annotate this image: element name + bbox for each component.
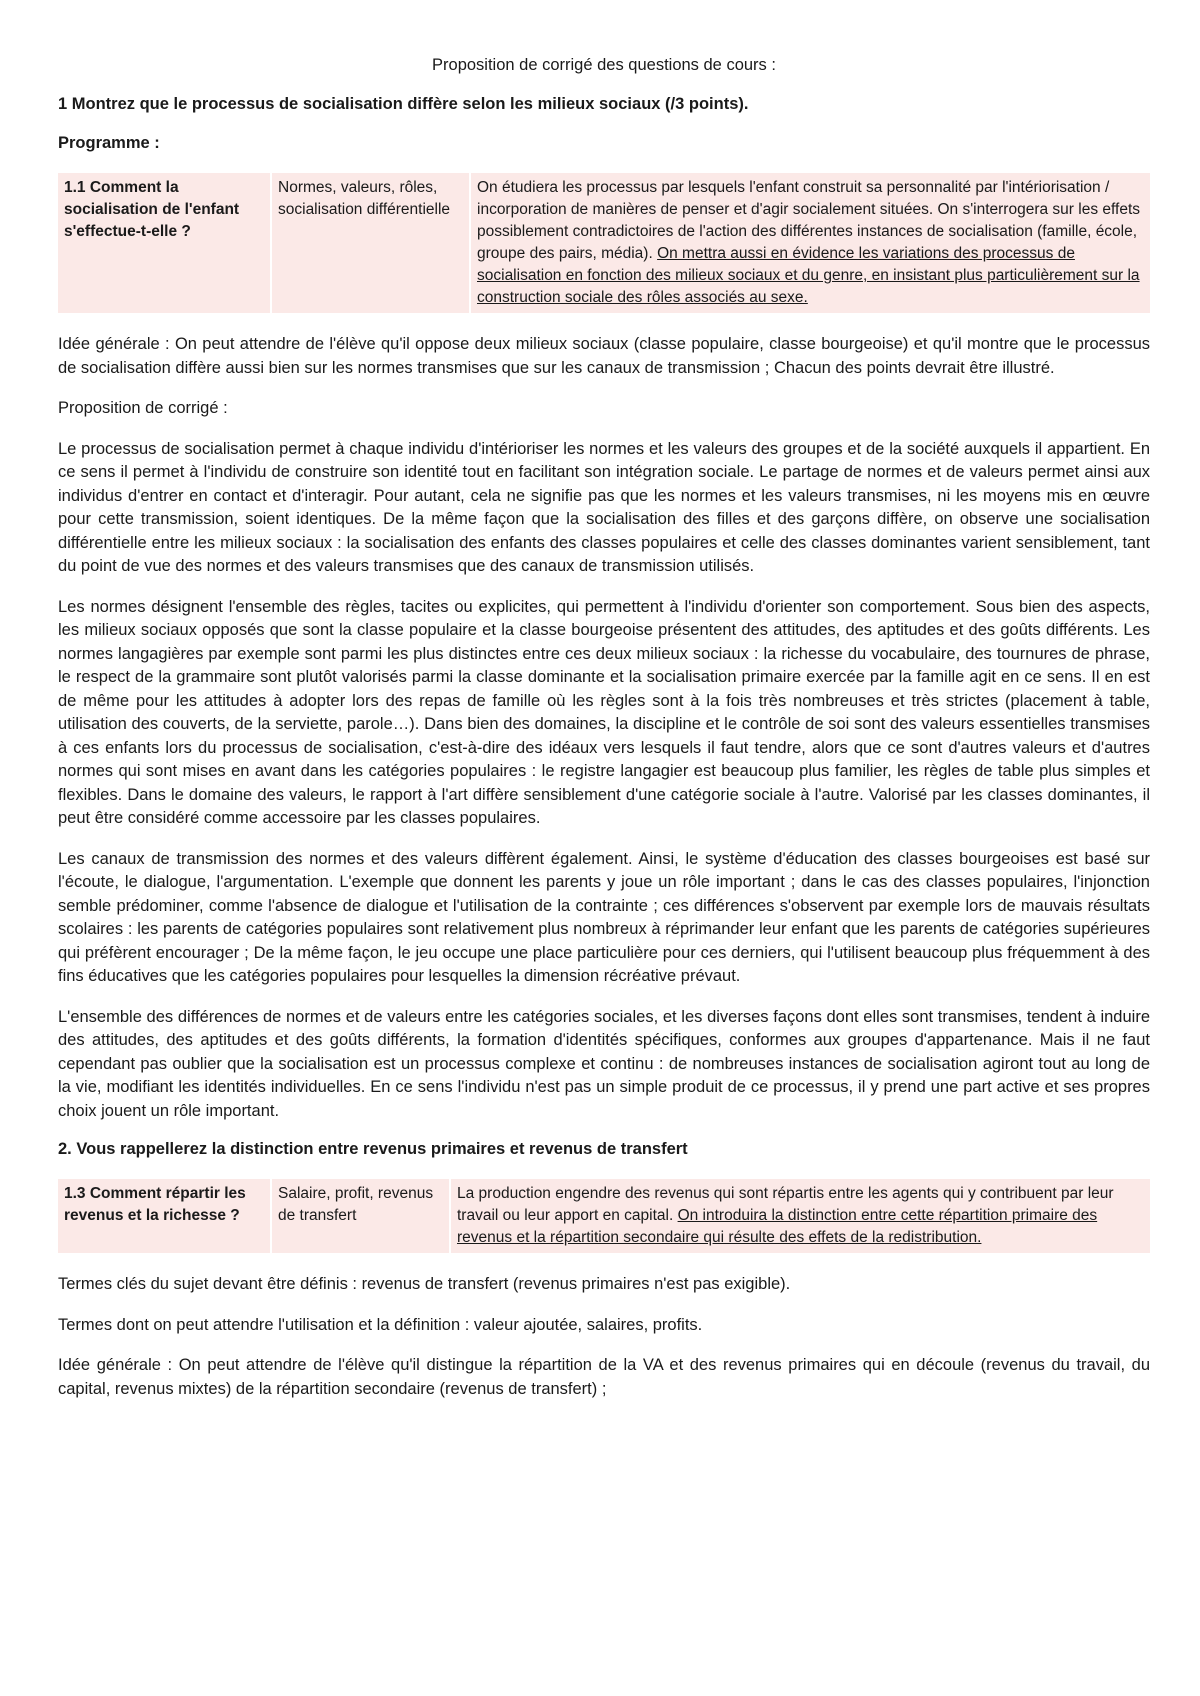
question-2-heading: 2. Vous rappellerez la distinction entre revenus primaires et revenus de transfert <box>58 1140 688 1158</box>
corrige-paragraph: Le processus de socialisation permet à chaque individu d'intérioriser les normes et les valeurs des groupes et de la société auxquels il appartient. En ce sens il permet à l'individu de construire son identité tout en facilitant son intégration sociale. Le partage de normes et de valeurs permet ainsi aux individus d'entrer en contact et d'interagir. Pour autant, cela ne signifie pas que les normes et les valeurs transmises, ni les moyens mis en œuvre pour cette transmission, soient identiques. De la même façon que la socialisation des filles et des garçons diffère, on observe une socialisation différentielle entre les milieux sociaux : la socialisation des enfants des classes populaires et celle des classes dominantes varient sensiblement, tant du point de vue des normes et des valeurs transmises que des canaux de transmission utilisés. <box>58 439 1150 575</box>
programme-table-1 <box>58 173 1150 313</box>
corrige-label: Proposition de corrigé : <box>58 399 228 417</box>
indications-cell <box>470 173 1150 313</box>
idee-generale-1: Idée générale : On peut attendre de l'élève qu'il oppose deux milieux sociaux (classe populaire, classe bourgeoise) et qu'il montre que le processus de socialisation diffère aussi bien sur les normes transmises que sur les canaux de transmission ; Chacun des points devrait être illustré. <box>58 335 1150 377</box>
corrige-paragraph: L'ensemble des différences de normes et de valeurs entre les catégories sociales, et les diverses façons dont elles sont transmises, tendent à induire des attitudes, des aptitudes et des goûts différents, la formation d'identités spécifiques, conformes aux groupes d'appartenance. Mais il ne faut cependant pas oublier que la socialisation est un processus complexe et continu : de nombreuses instances de socialisation agiront tout au long de la vie, modifiant les identités individuelles. En ce sens l'individu n'est pas un simple produit de ce processus, il y prend une part active et ses propres choix jouent un rôle important. <box>58 1007 1150 1120</box>
programme-table-2 <box>58 1179 1150 1253</box>
programme-label: Programme : <box>58 134 160 152</box>
document-title: Proposition de corrigé des questions de cours : <box>432 56 776 74</box>
termes-attendus: Termes dont on peut attendre l'utilisation et la définition : valeur ajoutée, salaires, profits. <box>58 1315 703 1334</box>
theme-cell: 1.3 Comment répartir les revenus et la richesse ? <box>58 1179 271 1253</box>
table-row <box>58 173 1150 313</box>
termes-cles: Termes clés du sujet devant être définis : revenus de transfert (revenus primaires n'est pas exigible). <box>58 1275 791 1293</box>
indications-cell <box>450 1179 1150 1253</box>
indications-underlined-text: On introduira la distinction entre cette répartition primaire des revenus et la répartition secondaire qui résulte des effets de la redistribution. <box>457 1207 1098 1246</box>
indications-text: La production engendre des revenus qui sont répartis entre les agents qui y contribuent par leur travail ou leur apport en capital. <box>457 1185 1114 1224</box>
corrige-paragraph: Les canaux de transmission des normes et des valeurs diffèrent également. Ainsi, le système d'éducation des classes bourgeoises est basé sur l'écoute, le dialogue, l'argumentation. L'exemple que donnent les parents y joue un rôle important ; dans le cas des classes populaires, l'injonction semble prédominer, comme l'absence de dialogue et l'utilisation de la contrainte ; ces différences s'observent par exemple lors de mauvais résultats scolaires : les parents de catégories populaires sont relativement plus nombreux à réprimander leur enfant que les parents de catégories supérieures qui préfèrent encourager ; De la même façon, le jeu occupe une place particulière pour ces derniers, qui l'utilisent beaucoup plus fréquemment à des fins éducatives que les catégories populaires pour lesquelles la dimension récréative prévaut. <box>58 849 1150 985</box>
question-1-heading: 1 Montrez que le processus de socialisation diffère selon les milieux sociaux (/3 points). <box>58 95 749 113</box>
corrige-paragraph: Les normes désignent l'ensemble des règles, tacites ou explicites, qui permettent à l'individu d'orienter son comportement. Sous bien des aspects, les milieux sociaux opposés que sont la classe populaire et la classe bourgeoise présentent des attitudes, des aptitudes et des goûts différents. Les normes langagières par exemple sont parmi les plus distinctes entre ces deux milieux sociaux : la richesse du vocabulaire, des tournures de phrase, le respect de la grammaire sont plutôt valorisés parmi la classe dominante et la socialisation primaire exercée par la famille agit en ce sens. Il en est de même pour les attitudes à adopter lors des repas de famille où les règles sont à la fois très nombreuses et très strictes (placement à table, utilisation des couverts, de la serviette, parole…). Dans bien des domaines, la discipline et le contrôle de soi sont des valeurs essentielles transmises à ces enfants lors du processus de socialisation, c'est-à-dire des idéaux vers lesquels il faut tendre, alors que ce sont d'autres valeurs et d'autres normes qui sont mises en avant dans les catégories populaires : le registre langagier est beaucoup plus familier, les règles de table plus simples et flexibles. Dans le domaine des valeurs, le rapport à l'art diffère sensiblement d'une catégorie sociale à l'autre. Valorisé par les classes dominantes, il peut être considéré comme accessoire par les classes populaires. <box>58 597 1150 827</box>
table-row <box>58 1179 1150 1253</box>
indications-text: On étudiera les processus par lesquels l'enfant construit sa personnalité par l'intériorisation / incorporation de manières de penser et d'agir socialement situées. On s'interrogera sur les effets possiblement contradictoires de l'action des différentes instances de socialisation (famille, école, groupe des pairs, média). <box>477 179 1141 262</box>
idee-generale-2: Idée générale : On peut attendre de l'élève qu'il distingue la répartition de la VA et des revenus primaires qui en découle (revenus du travail, du capital, revenus mixtes) de la répartition secondaire (revenus de transfert) ; <box>58 1356 1150 1398</box>
document-page <box>58 56 1150 1418</box>
theme-cell: 1.1 Comment la socialisation de l'enfant s'effectue-t-elle ? <box>58 173 271 313</box>
indications-underlined-text: On mettra aussi en évidence les variations des processus de socialisation en fonction des milieux sociaux et du genre, en insistant plus particulièrement sur la construction sociale des rôles associés au sexe. <box>477 245 1140 306</box>
notions-cell: Salaire, profit, revenus de transfert <box>271 1179 450 1253</box>
notions-cell: Normes, valeurs, rôles, socialisation différentielle <box>271 173 470 313</box>
